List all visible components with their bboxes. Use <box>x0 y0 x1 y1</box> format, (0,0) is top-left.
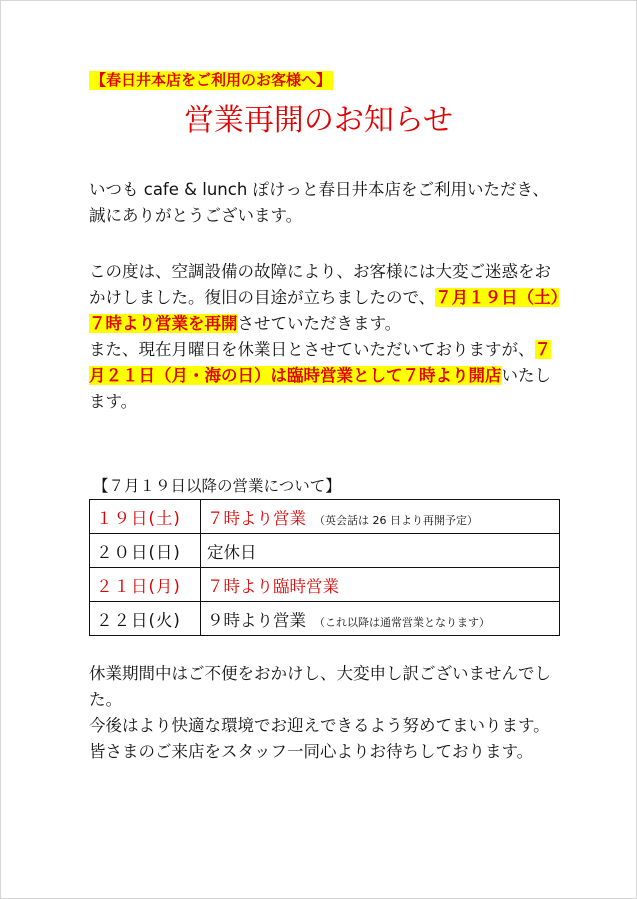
announcement-text: いたします。 <box>89 366 551 411</box>
schedule-table <box>89 499 560 636</box>
announcement-text: させていただきます。 <box>237 314 402 333</box>
announcement-paragraph <box>89 259 559 415</box>
announcement-text: また、現在月曜日を休業日とさせていただいておりますが、 <box>89 340 535 359</box>
special-open-highlight: ７月２１日（月・海の日）は臨時営業として７時より開店 <box>89 340 551 385</box>
schedule-note: （英会話は 26 日より再開予定） <box>314 513 478 527</box>
table-row <box>90 500 560 534</box>
schedule-info: 定休日 <box>207 542 257 562</box>
closing-text: 休業期間中はご不便をおかけし、大変申し訳ございませんでした。 <box>89 664 551 709</box>
header-label: 【春日井本店をご利用のお客様へ】 <box>91 71 332 89</box>
schedule-info-cell <box>201 500 560 534</box>
schedule-note: （これ以降は通常営業となります） <box>314 615 490 629</box>
schedule-info: ７時より臨時営業 <box>207 576 339 596</box>
schedule-info: ７時より営業 <box>207 508 306 528</box>
schedule-info-cell <box>201 534 560 568</box>
closing-text: 今後はより快適な環境でお迎えできるよう努めてまいります。皆さまのご来店をスタッフ一同心よりお待ちしております。 <box>89 716 550 761</box>
schedule-day: ２０日(日) <box>90 534 201 568</box>
table-row <box>90 534 560 568</box>
schedule-day: １９日(土) <box>90 500 201 534</box>
schedule-info-cell <box>201 602 560 636</box>
greeting-paragraph: いつも cafe & lunch ぽけっと春日井本店をご利用いただき、誠にありがとうございます。 <box>89 180 549 225</box>
schedule-day: ２１日(月) <box>90 568 201 602</box>
table-row <box>90 568 560 602</box>
announcement-text: この度は、空調設備の故障により、お客様には大変ご迷惑をおかけしました。復旧の目途が立ちましたので、 <box>89 262 551 307</box>
schedule-heading: 【７月１９日以降の営業について】 <box>93 477 341 495</box>
closing-paragraph <box>89 661 559 765</box>
schedule-day: ２２日(火) <box>90 602 201 636</box>
table-row <box>90 602 560 636</box>
page-title: 営業再開のお知らせ <box>183 103 454 138</box>
schedule-info-cell <box>201 568 560 602</box>
schedule-info: ９時より営業 <box>207 610 306 630</box>
reopen-date-highlight: ７月１９日（土）７時より営業を再開 <box>89 288 559 333</box>
